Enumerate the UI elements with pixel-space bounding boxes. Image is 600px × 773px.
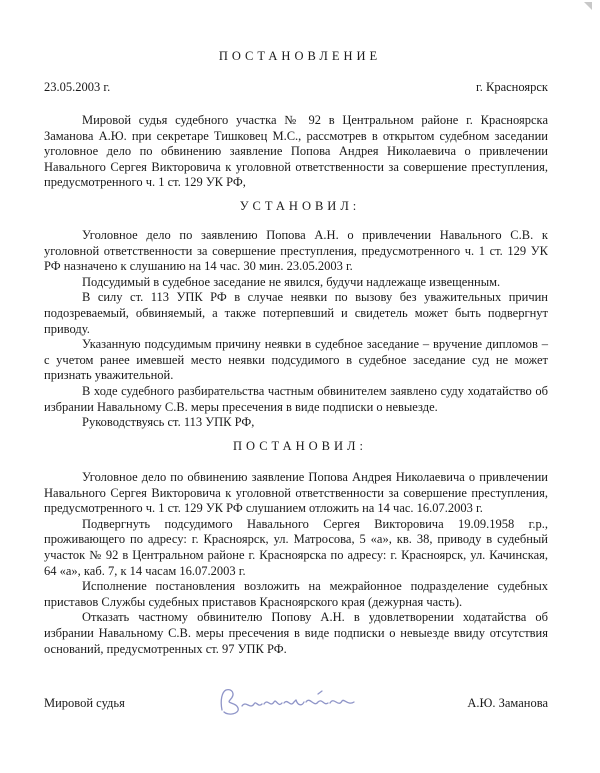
signer-name: А.Ю. Заманова — [467, 696, 548, 710]
established-section — [44, 228, 548, 431]
page-corner-mark — [582, 0, 600, 14]
handwritten-signature — [214, 686, 374, 718]
established-paragraph: Уголовное дело по заявлению Попова А.Н. о привлечении Навального С.В. к уголовной ответственности за совершение преступления, предусмотренного ч. 1 ст. 129 УК РФ назначено к слушанию на 14 час. 30 мин. 23.05.2003 г. — [44, 228, 548, 274]
document-date: 23.05.2003 г. — [44, 80, 111, 94]
document-city: г. Красноярск — [476, 80, 548, 94]
established-heading: УСТАНОВИЛ: — [239, 199, 361, 213]
ruled-paragraph: Подвергнуть подсудимого Навального Сергея Викторовича 19.09.1958 г.р., проживающего по адресу: г. Красноярск, ул. Матросова, 5 «а», кв. 38, приводу в судебный участок № 92 в Центральном районе г. Красноярска по адресу: г. Красноярск, ул. Качинская, 64 «а», каб. 7, к 14 часам 16.07.2003 г. — [44, 516, 548, 578]
established-paragraph: Руководствуясь ст. 113 УПК РФ, — [82, 415, 255, 430]
intro-section — [44, 113, 548, 191]
established-paragraph: В силу ст. 113 УПК РФ в случае неявки по вызову без уважительных причин подозреваемый, обвиняемый, а также потерпевший и свидетель может быть подвергнут приводу. — [44, 290, 548, 336]
established-paragraph: Подсудимый в судебное заседание не явился, будучи надлежаще извещенным. — [82, 274, 501, 289]
ruled-paragraph: Исполнение постановления возложить на межрайонное подразделение судебных приставов Службы судебных приставов Красноярского края (дежурная часть). — [44, 579, 548, 609]
established-paragraph: Указанную подсудимым причину неявки в судебное заседание – вручение дипломов – с учетом ранее имевшей место неявки подсудимого в судебное заседание суд не может признать уважительной. — [44, 337, 548, 383]
intro-paragraph: Мировой судья судебного участка № 92 в Центральном районе г. Красноярска Заманова А.Ю. при секретаре Тишковец М.С., рассмотрев в открытом судебном заседании уголовное дело по обвинению заявление Попова Андрея Николаевича о привлечении Навального Сергея Викторовича к уголовной ответственности за совершение преступления, предусмотренного ч. 1 ст. 129 УК РФ, — [44, 113, 548, 190]
signer-role: Мировой судья — [44, 696, 125, 710]
ruled-paragraph: Уголовное дело по обвинению заявление Попова Андрея Николаевича о привлечении Навального Сергея Викторовича к уголовной ответственности за совершение преступления, предусмотренного ч. 1 ст. 129 УК РФ слушанием отложить на 14 час. 16.07.2003 г. — [44, 470, 548, 516]
document-title: ПОСТАНОВЛЕНИЕ — [218, 49, 382, 63]
ruled-section — [44, 470, 548, 657]
ruled-heading: ПОСТАНОВИЛ: — [233, 439, 367, 453]
ruled-paragraph: Отказать частному обвинителю Попову А.Н. в удовлетворении ходатайства об избрании Навальному С.В. меры пресечения в виде подписки о невыезде ввиду отсутствия оснований, предусмотренных ст. 97 УПК РФ. — [44, 610, 548, 656]
date-city-row — [44, 80, 548, 95]
established-paragraph: В ходе судебного разбирательства частным обвинителем заявлено суду ходатайство об избрании Навальному С.В. меры пресечения в виде подписки о невыезде. — [44, 383, 548, 414]
